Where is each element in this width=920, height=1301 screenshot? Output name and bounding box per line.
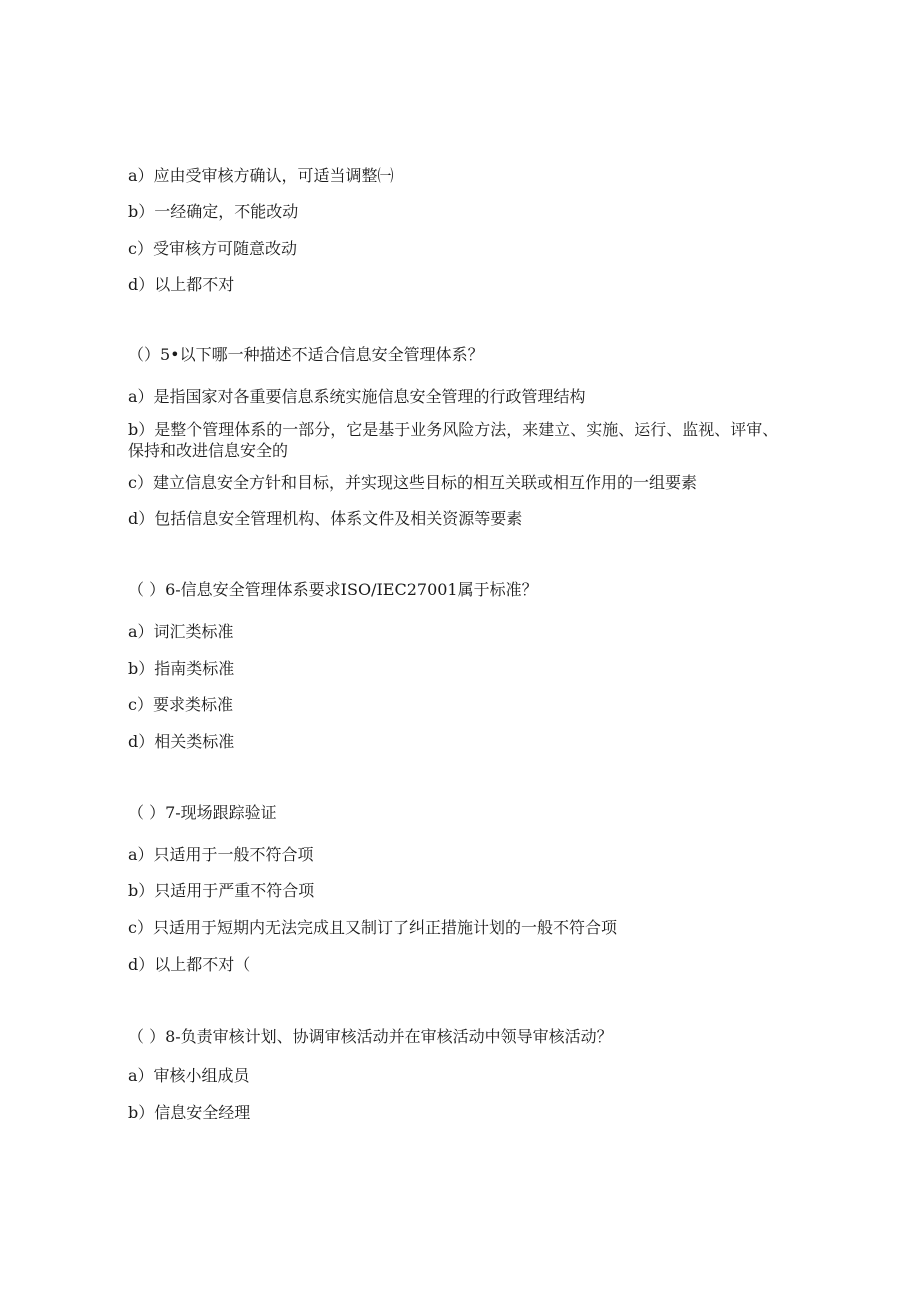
option-a-q5: a）是指国家对各重要信息系统实施信息安全管理的行政管理结构: [128, 387, 586, 406]
option-c-q4: c）受审核方可随意改动: [128, 239, 297, 258]
option-b-q7: b）只适用于严重不符合项: [128, 881, 315, 900]
option-a-q6: a）词汇类标准: [128, 622, 234, 641]
option-d-q7: d）以上都不对（: [128, 955, 251, 974]
option-c-q5: c）建立信息安全方针和目标，并实现这些目标的相互关联或相互作用的一组要素: [128, 473, 697, 492]
option-a-q7: a）只适用于一般不符合项: [128, 845, 314, 864]
question-6: （ ）6-信息安全管理体系要求ISO/IEC27001属于标准？: [128, 580, 538, 599]
option-b-q6: b）指南类标准: [128, 659, 235, 678]
option-c-q6: c）要求类标准: [128, 695, 233, 714]
option-b-q4: b）一经确定，不能改动: [128, 202, 299, 221]
question-7: （ ）7-现场跟踪验证: [128, 803, 277, 822]
option-a-q4: a）应由受审核方确认，可适当调整㈠: [128, 166, 394, 185]
option-d-q5: d）包括信息安全管理机构、体系文件及相关资源等要素: [128, 509, 523, 528]
option-b-q5: b）是整个管理体系的一部分，它是基于业务风险方法，来建立、实施、运行、监视、评审、保持和改进信息安全的: [128, 420, 779, 460]
option-d-q4: d）以上都不对: [128, 275, 235, 294]
question-5: （）5•以下哪一种描述不适合信息安全管理体系？: [128, 345, 484, 364]
option-b-q8: b）信息安全经理: [128, 1103, 251, 1122]
option-a-q8: a）审核小组成员: [128, 1066, 250, 1085]
option-d-q6: d）相关类标准: [128, 732, 235, 751]
question-8: （ ）8-负责审核计划、协调审核活动并在审核活动中领导审核活动？: [128, 1027, 613, 1046]
option-c-q7: c）只适用于短期内无法完成且又制订了纠正措施计划的一般不符合项: [128, 918, 617, 937]
